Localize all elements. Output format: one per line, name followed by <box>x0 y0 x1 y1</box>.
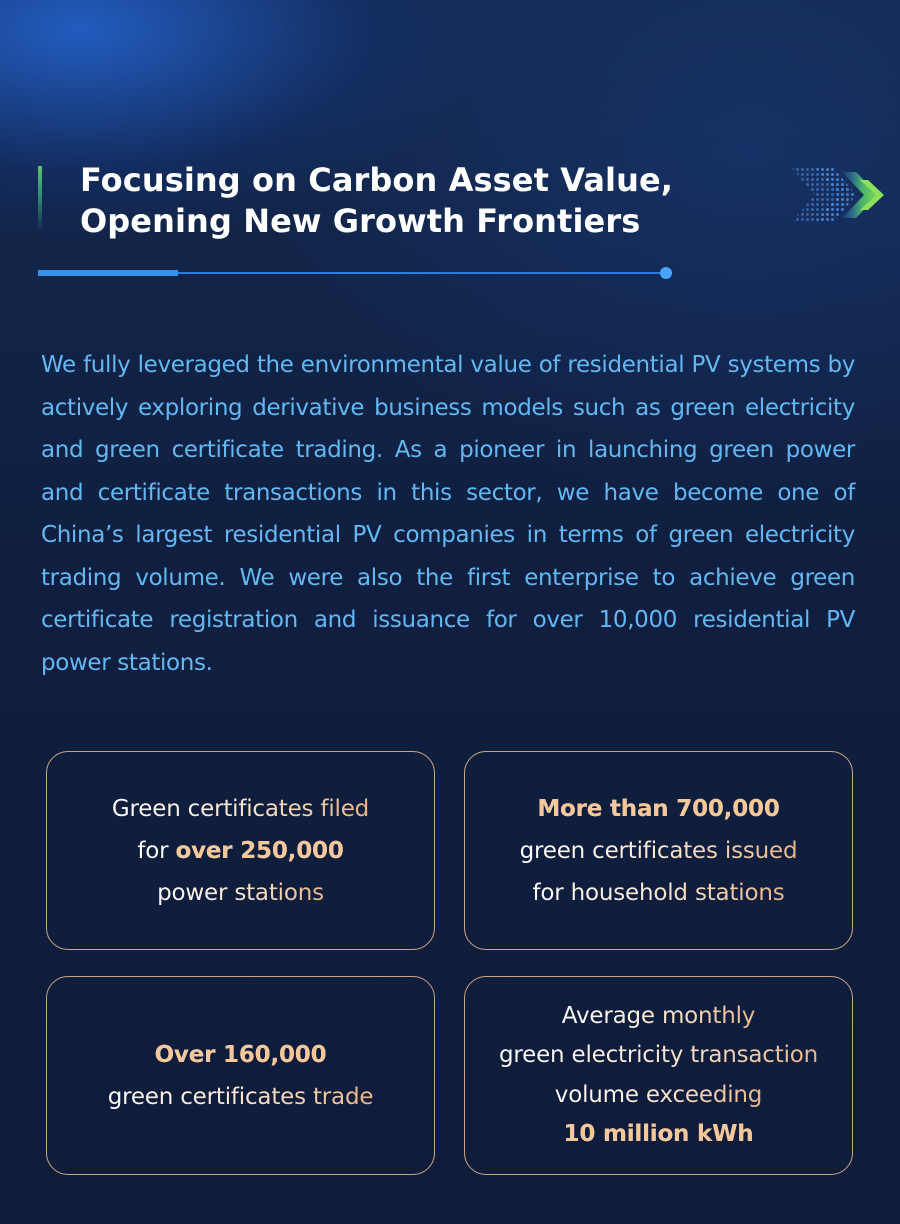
stat-card-text: for <box>137 837 176 864</box>
stat-card-line <box>537 788 779 830</box>
stat-card-line: power stations <box>157 872 324 914</box>
page-title-line-2: Opening New Growth Frontiers <box>80 202 641 240</box>
stat-card-line: volume exceeding <box>555 1076 762 1116</box>
stat-card-line: for household stations <box>533 872 785 914</box>
stat-card-line <box>137 830 343 872</box>
stat-card-line: green certificates issued <box>520 830 798 872</box>
title-accent-bar <box>38 166 42 232</box>
chevron-arrows-icon <box>790 162 890 228</box>
stat-card-electricity-volume <box>464 976 853 1175</box>
stat-card-certificates-traded <box>46 976 435 1175</box>
stat-card-certificates-filed <box>46 751 435 950</box>
stat-card-line: Green certificates filed <box>112 788 369 830</box>
stat-card-line: green electricity transaction <box>499 1036 818 1076</box>
stat-card-line <box>564 1115 754 1155</box>
stat-card-certificates-issued <box>464 751 853 950</box>
title-divider-accent <box>38 270 178 276</box>
stat-card-highlight: over 250,000 <box>175 837 344 864</box>
title-divider-dot <box>660 267 672 279</box>
page-title <box>80 160 720 242</box>
stat-card-highlight: More than 700,000 <box>537 795 780 822</box>
page-title-line-1: Focusing on Carbon Asset Value, <box>80 161 674 199</box>
stat-card-highlight: Over 160,000 <box>154 1041 327 1068</box>
stat-card-highlight: 10 million kWh <box>563 1121 754 1147</box>
stat-card-line: Average monthly <box>562 997 755 1037</box>
stat-card-line <box>155 1034 327 1076</box>
stat-card-line: green certificates trade <box>108 1076 374 1118</box>
intro-paragraph: We fully leveraged the environmental value of residential PV systems by actively exploring derivative business models such as green electricity and green certificate trading. As a pioneer in launching green power and certificate transactions in this sector, we have become one of China’s largest residential PV companies in terms of green electricity trading volume. We were also the first enterprise to achieve green certificate registration and issuance for over 10,000 residential PV power stations. <box>41 352 855 676</box>
